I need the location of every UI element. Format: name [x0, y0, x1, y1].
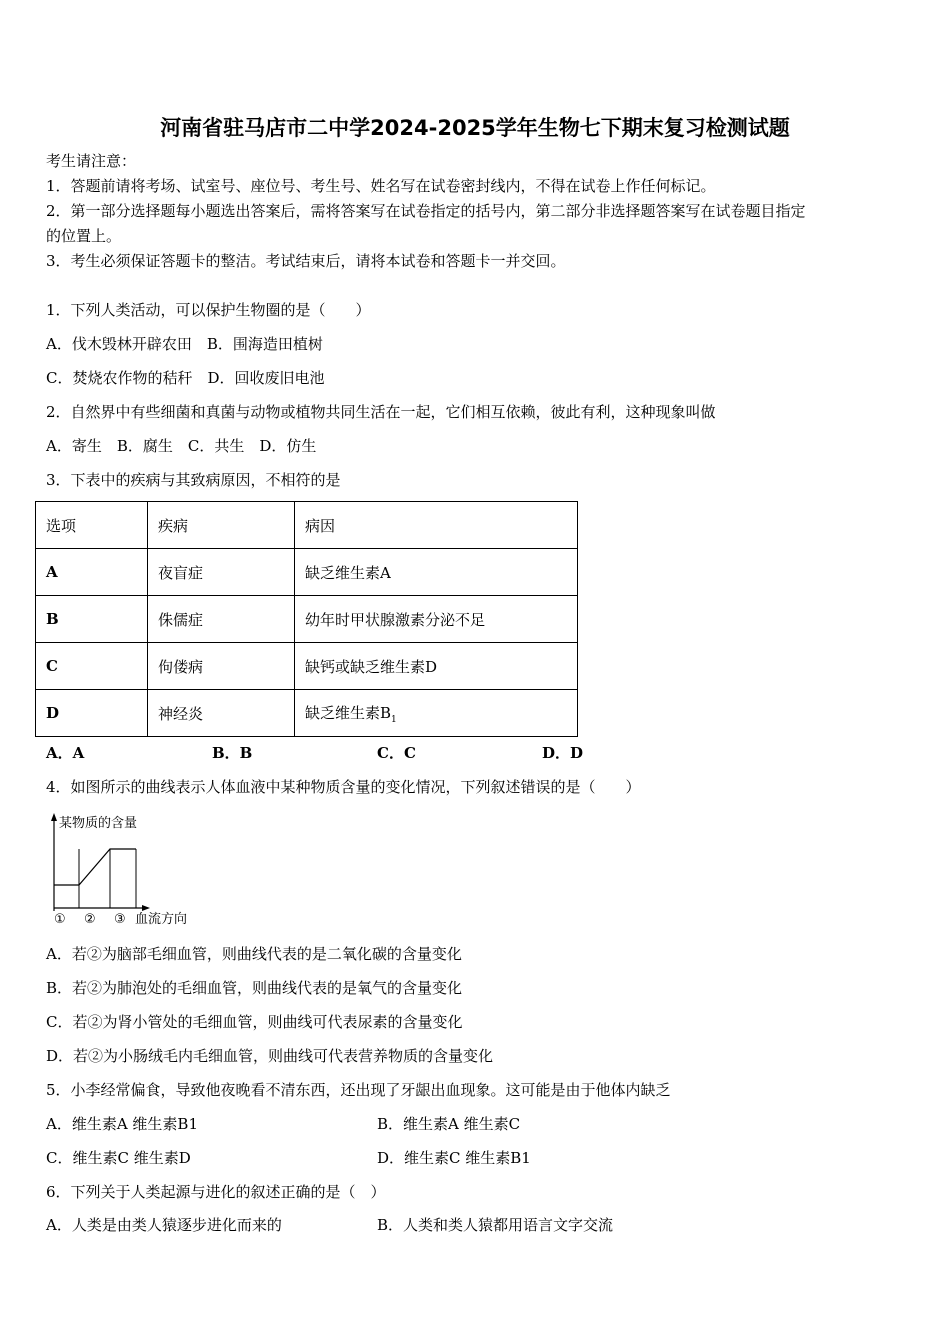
segment-label-1: ①: [54, 912, 66, 927]
q4-option-d: D．若②为小肠绒毛内毛细血管，则曲线可代表营养物质的含量变化: [46, 1047, 494, 1065]
q3-option-a: A．A: [46, 744, 85, 762]
table-cell: [295, 690, 578, 737]
table-cell: 夜盲症: [148, 549, 295, 596]
table-cell-text: 缺乏维生素B: [305, 703, 392, 722]
q5-stem: 5．小李经常偏食，导致他夜晚看不清东西，还出现了牙龈出血现象。这可能是由于他体内缺乏: [46, 1081, 671, 1099]
table-cell: 佝偻病: [148, 643, 295, 690]
table-cell: B: [36, 596, 148, 643]
y-axis-label: 某物质的含量: [59, 816, 138, 831]
table-cell: 神经炎: [148, 690, 295, 737]
q3-table: [35, 501, 578, 737]
x-axis-arrow: [142, 905, 150, 911]
table-row: [36, 690, 578, 737]
notice-item-2: 2．第一部分选择题每小题选出答案后，需将答案写在试卷指定的括号内，第二部分非选择题答案写在试卷题目指定: [46, 202, 806, 220]
q1-options-line-1: A．伐木毁林开辟农田 B．围海造田植树: [46, 335, 323, 353]
q2-stem: 2．自然界中有些细菌和真菌与动物或植物共同生活在一起，它们相互依赖，彼此有利，这种现象叫做: [46, 403, 716, 421]
q6-option-b: B．人类和类人猿都用语言文字交流: [377, 1216, 614, 1234]
q1-options-line-2: C．焚烧农作物的秸秆 D．回收废旧电池: [46, 369, 325, 387]
q2-options: A．寄生 B．腐生 C．共生 D．仿生: [46, 437, 317, 455]
q3-option-b: B．B: [212, 744, 253, 762]
notice-item-3: 3．考生必须保证答题卡的整洁。考试结束后，请将本试卷和答题卡一并交回。: [46, 252, 566, 270]
table-cell: C: [36, 643, 148, 690]
table-cell: 缺乏维生素A: [295, 549, 578, 596]
q6-stem: 6．下列关于人类起源与进化的叙述正确的是（ ）: [46, 1183, 386, 1201]
table-header-cell: 病因: [295, 502, 578, 549]
table-cell: A: [36, 549, 148, 596]
q4-graph: [44, 811, 204, 929]
q4-option-b: B．若②为肺泡处的毛细血管，则曲线代表的是氧气的含量变化: [46, 979, 463, 997]
table-header-cell: 选项: [36, 502, 148, 549]
notice-heading: 考生请注意：: [46, 152, 137, 170]
segment-label-3: ③: [114, 912, 126, 927]
q3-option-c: C．C: [377, 744, 416, 762]
table-cell: 侏儒症: [148, 596, 295, 643]
q5-option-c: C．维生素C 维生素D: [46, 1149, 191, 1167]
table-cell: 幼年时甲状腺激素分泌不足: [295, 596, 578, 643]
q4-option-c: C．若②为肾小管处的毛细血管，则曲线可代表尿素的含量变化: [46, 1013, 463, 1031]
content-curve: [54, 849, 136, 885]
notice-item-2-continued: 的位置上。: [46, 227, 122, 245]
notice-item-1: 1．答题前请将考场、试室号、座位号、考生号、姓名写在试卷密封线内，不得在试卷上作任何标记。: [46, 177, 716, 195]
y-axis-arrow: [51, 813, 57, 821]
table-row: [36, 643, 578, 690]
table-header-row: [36, 502, 578, 549]
table-row: [36, 549, 578, 596]
subscript: 1: [391, 714, 397, 725]
q3-option-d: D．D: [542, 744, 584, 762]
table-cell: 缺钙或缺乏维生素D: [295, 643, 578, 690]
q4-stem: 4．如图所示的曲线表示人体血液中某种物质含量的变化情况，下列叙述错误的是（ ）: [46, 778, 641, 796]
q5-option-b: B．维生素A 维生素C: [377, 1115, 521, 1133]
q1-stem: 1．下列人类活动，可以保护生物圈的是（ ）: [46, 301, 371, 319]
q6-option-a: A．人类是由类人猿逐步进化而来的: [46, 1216, 282, 1234]
q5-option-a: A．维生素A 维生素B1: [46, 1115, 199, 1133]
q3-stem: 3．下表中的疾病与其致病原因，不相符的是: [46, 471, 341, 489]
table-cell: D: [36, 690, 148, 737]
x-axis-label: 血流方向: [135, 912, 188, 927]
table-header-cell: 疾病: [148, 502, 295, 549]
segment-label-2: ②: [84, 912, 96, 927]
exam-title: 河南省驻马店市二中学2024-2025学年生物七下期末复习检测试题: [160, 116, 790, 140]
table-row: [36, 596, 578, 643]
q4-option-a: A．若②为脑部毛细血管，则曲线代表的是二氧化碳的含量变化: [46, 945, 462, 963]
q5-option-d: D．维生素C 维生素B1: [377, 1149, 531, 1167]
